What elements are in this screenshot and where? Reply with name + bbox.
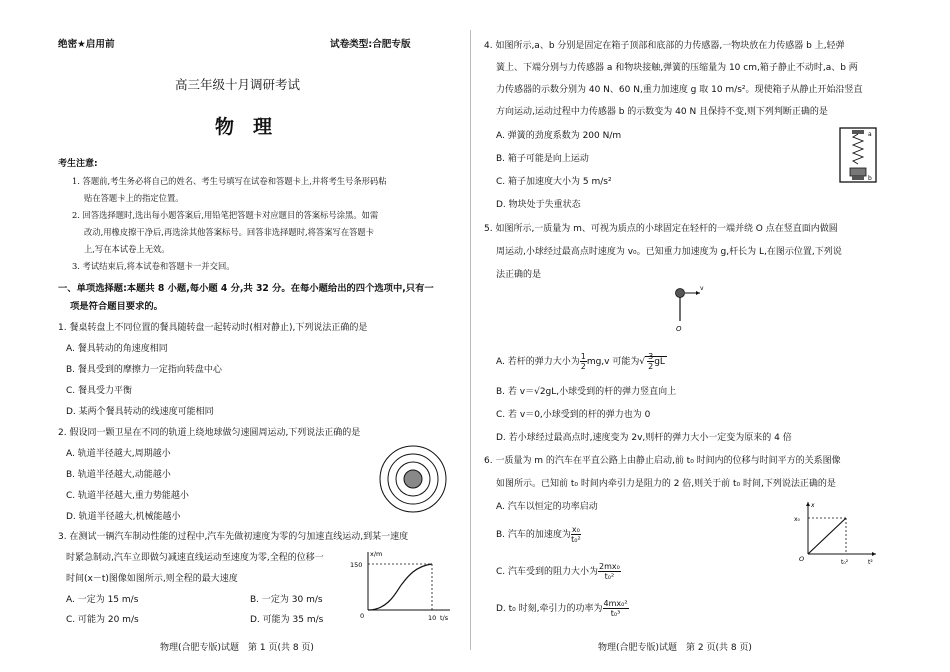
earth bbox=[404, 470, 422, 488]
footer-left: 物理(合肥专版)试题 第 1 页(共 8 页) bbox=[160, 643, 314, 653]
q5-stem-1: 5. 如图所示,一质量为 m、可视为质点的小球固定在轻杆的一端并绕 O 点在竖直面内做圆 bbox=[484, 224, 838, 234]
secret-label: 绝密★启用前 bbox=[58, 39, 115, 50]
q4-stem-4: 方向运动,运动过程中力传感器 b 的示数变为 40 N 且保持不变,则下列判断正确的是 bbox=[496, 107, 828, 117]
q6-label-t2: t² bbox=[868, 559, 873, 566]
q6-option-a: A. 汽车以恒定的功率启动 bbox=[496, 502, 598, 512]
q4-option-a: A. 弹簧的劲度系数为 200 N/m bbox=[496, 131, 622, 141]
q4-option-c: C. 箱子加速度大小为 5 m/s² bbox=[496, 177, 612, 187]
q4-sensor-a bbox=[852, 130, 864, 134]
q5-a-mid: mg,v 可能为 bbox=[586, 357, 640, 367]
q6-label-o: O bbox=[799, 555, 805, 563]
q4-option-d: D. 物块处于失重状态 bbox=[496, 200, 581, 210]
q6-d-fraction bbox=[603, 599, 629, 618]
q1-option-a: A. 餐具转动的角速度相同 bbox=[66, 344, 168, 354]
q5-option-d: D. 若小球经过最高点时,速度变为 2v,则杆的弹力大小一定变为原来的 4 倍 bbox=[496, 433, 792, 443]
q3-option-d: D. 可能为 35 m/s bbox=[250, 615, 324, 625]
q3-ylabel: x/m bbox=[370, 550, 383, 558]
q6-c-prefix: C. 汽车受到的阻力大小为 bbox=[496, 567, 599, 577]
q5-a-prefix: A. 若杆的弹力大小为 bbox=[496, 357, 580, 367]
q6-x-arrow bbox=[872, 552, 876, 556]
q6-option-b bbox=[496, 524, 581, 546]
q2-option-b: B. 轨道半径越大,动能越小 bbox=[66, 470, 171, 480]
footer-right: 物理(合肥专版)试题 第 2 页(共 8 页) bbox=[598, 643, 752, 653]
q6-option-d bbox=[496, 598, 629, 620]
note-2a: 2. 回答选择题时,选出每小题答案后,用铅笔把答题卡对应题目的答案标号涂黑。如需 bbox=[72, 210, 379, 220]
note-1a: 1. 答题前,考生务必将自己的姓名、考生号填写在试卷和答题卡上,并将考生号条形码粘 bbox=[72, 176, 387, 186]
q5-option-a bbox=[496, 352, 667, 371]
q4-option-b: B. 箱子可能是向上运动 bbox=[496, 154, 589, 164]
q3-y150: 150 bbox=[350, 561, 363, 569]
q6-d-den: t₀³ bbox=[610, 609, 621, 618]
q3-stem-2: 时紧急制动,汽车立即做匀减速直线运动至速度为零,全程的位移一 bbox=[66, 553, 324, 563]
q6-b-den: t₀² bbox=[571, 535, 581, 544]
subject-title: 物 理 bbox=[215, 116, 273, 138]
q3-xunit: t/s bbox=[440, 614, 449, 622]
q6-c-num: 2mx₀ bbox=[599, 562, 620, 571]
q6-b-prefix: B. 汽车的加速度为 bbox=[496, 530, 571, 540]
note-3: 3. 考试结束后,将本试卷和答题卡一并交回。 bbox=[72, 261, 235, 271]
exam-title: 高三年级十月调研考试 bbox=[175, 77, 301, 92]
q5-stem-3: 法正确的是 bbox=[496, 270, 542, 280]
q4-label-a: a bbox=[868, 131, 872, 138]
q3-stem-1: 3. 在测试一辆汽车制动性能的过程中,汽车先做初速度为零的匀加速直线运动,到某一速度 bbox=[58, 532, 409, 542]
q4-spring bbox=[853, 134, 863, 164]
q2-stem: 2. 假设同一颗卫星在不同的轨道上绕地球做匀速圆周运动,下列说法正确的是 bbox=[58, 428, 361, 438]
q4-sensor-b bbox=[852, 176, 864, 180]
q3-option-c: C. 可能为 20 m/s bbox=[66, 615, 139, 625]
note-2c: 上,写在本试卷上无效。 bbox=[84, 244, 170, 254]
q5-a-fraction bbox=[580, 352, 587, 371]
q2-option-d: D. 轨道半径越大,机械能越小 bbox=[66, 512, 181, 522]
q3-option-b: B. 一定为 30 m/s bbox=[250, 595, 323, 605]
q3-xt-graph bbox=[350, 548, 460, 626]
note-1b: 贴在答题卡上的指定位置。 bbox=[84, 193, 184, 203]
q3-curve bbox=[368, 564, 432, 610]
q1-option-d: D. 某两个餐具转动的线速度可能相同 bbox=[66, 407, 214, 417]
q5-ball bbox=[676, 289, 685, 298]
q6-d-num: 4mx₀² bbox=[603, 599, 628, 608]
q5-option-b: B. 若 v＝√2gL,小球受到的杆的弹力竖直向上 bbox=[496, 387, 677, 397]
q4-stem-2: 簧上、下端分别与力传感器 a 和物块接触,弹簧的压缩量为 10 cm,箱子静止不动时,a、b 两 bbox=[496, 63, 858, 73]
q5-label-o: O bbox=[676, 325, 682, 333]
q4-label-b: b bbox=[868, 175, 872, 182]
q6-stem-2: 如图所示。已知前 t₀ 时间内牵引力是阻力的 2 倍,则关于前 t₀ 时间,下列说法正确的是 bbox=[496, 479, 836, 489]
q6-label-t0sq: t₀² bbox=[841, 559, 849, 566]
q6-b-fraction bbox=[571, 525, 581, 544]
q6-y-arrow bbox=[806, 502, 810, 506]
q1-option-c: C. 餐具受力平衡 bbox=[66, 386, 133, 396]
q4-block bbox=[850, 168, 866, 176]
section1-line1: 一、单项选择题:本题共 8 小题,每小题 4 分,共 32 分。在每小题给出的四个选项中,只有一 bbox=[58, 283, 434, 294]
q5-option-c: C. 若 v＝0,小球受到的杆的弹力也为 0 bbox=[496, 410, 651, 420]
notes-title: 考生注意: bbox=[58, 159, 98, 169]
note-2b: 改动,用橡皮擦干净后,再选涂其他答案标号。回答非选择题时,将答案写在答题卡 bbox=[84, 227, 375, 237]
q6-label-x: x bbox=[811, 502, 815, 509]
section1-line2: 项是符合题目要求的。 bbox=[70, 301, 163, 312]
q5-label-v: v bbox=[700, 285, 704, 292]
q5-a-den: 2 bbox=[580, 362, 586, 371]
q6-d-prefix: D. t₀ 时刻,牵引力的功率为 bbox=[496, 604, 603, 614]
q4-box-diagram bbox=[838, 126, 878, 184]
paper-type-label: 试卷类型:合肥专版 bbox=[330, 39, 411, 50]
q3-x10: 10 bbox=[428, 614, 437, 622]
q3-origin: 0 bbox=[360, 612, 365, 620]
q5-a-sqrt-num: 3 bbox=[648, 352, 654, 361]
q5-a-sqrt-den: 2 bbox=[648, 362, 654, 371]
q4-stem-3: 力传感器的示数分别为 40 N、60 N,重力加速度 g 取 10 m/s²。现使箱子从静止开始沿竖直 bbox=[496, 85, 863, 95]
q4-stem-1: 4. 如图所示,a、b 分别是固定在箱子顶部和底部的力传感器,一物块放在力传感器 b 上,轻弹 bbox=[484, 41, 845, 51]
orbit-diagram bbox=[378, 444, 448, 514]
page-1 bbox=[0, 0, 470, 672]
page-2 bbox=[478, 0, 950, 672]
q1-stem: 1. 餐桌转盘上不同位置的餐具随转盘一起转动时(相对静止),下列说法正确的是 bbox=[58, 323, 368, 333]
q6-option-c bbox=[496, 561, 621, 583]
q5-a-tail: gL bbox=[654, 357, 665, 367]
q3-stem-3: 时间(x－t)图像如图所示,则全程的最大速度 bbox=[66, 574, 238, 584]
q1-option-b: B. 餐具受到的摩擦力一定指向转盘中心 bbox=[66, 365, 222, 375]
q5-a-num: 1 bbox=[580, 352, 586, 361]
q5-rod-diagram bbox=[670, 283, 710, 335]
q2-option-a: A. 轨道半径越大,周期越小 bbox=[66, 449, 171, 459]
q6-stem-1: 6. 一质量为 m 的汽车在平直公路上由静止启动,前 t₀ 时间内的位移与时间平方的关系图像 bbox=[484, 456, 841, 466]
q6-xt2-graph bbox=[790, 498, 880, 570]
q5-sqrt-body bbox=[645, 352, 667, 371]
q5-stem-2: 周运动,小球经过最高点时速度为 v₀。已知重力加速度为 g,杆长为 L,在图示位置,下列说 bbox=[496, 247, 842, 257]
q6-line bbox=[808, 518, 846, 554]
q3-option-a: A. 一定为 15 m/s bbox=[66, 595, 139, 605]
q5-sqrt-sign: √ bbox=[639, 357, 646, 367]
q2-option-c: C. 轨道半径越大,重力势能越小 bbox=[66, 491, 189, 501]
q6-label-x0: x₀ bbox=[794, 516, 800, 523]
q6-c-den: t₀² bbox=[604, 572, 615, 581]
column-divider bbox=[470, 30, 471, 650]
q6-b-num: x₀ bbox=[571, 525, 580, 534]
q6-c-fraction bbox=[598, 562, 621, 581]
